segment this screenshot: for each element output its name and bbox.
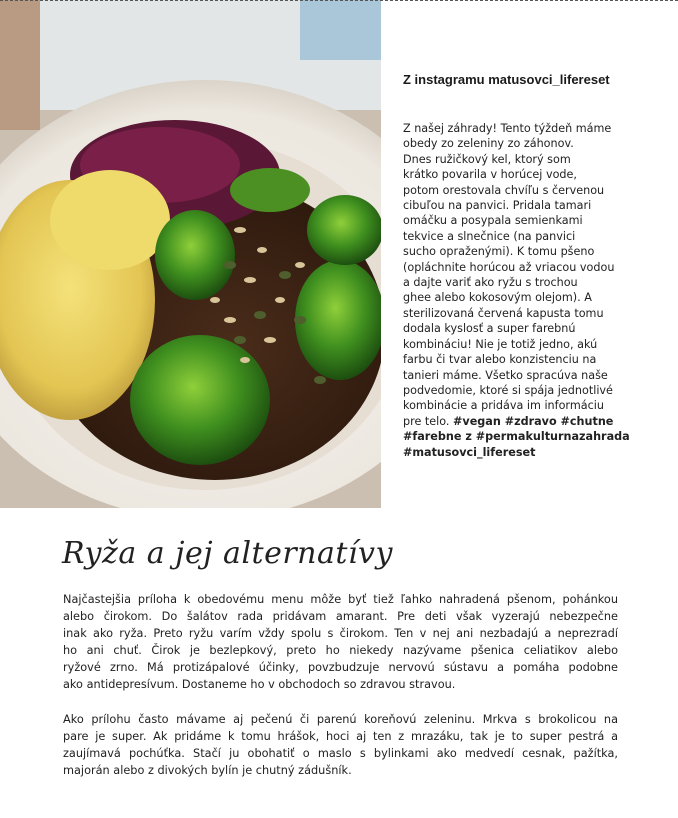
caption-line: Z našej záhrady! Tento týždeň máme: [403, 122, 612, 135]
paragraph-line: inak ako ryža. Preto ryžu varím vždy spolu s čirokom. Ten v nej ani nezbadajú a neprezradí: [63, 627, 618, 641]
paragraph-line: alebo čirokom. Do šalátov rada pridávam amarant. Pre deti však vyzerajú nebezpečne: [63, 610, 618, 624]
food-bowl-icon: [0, 0, 381, 508]
caption-line: sucho opraženými). K tomu pšeno: [403, 245, 595, 259]
paragraph-line: ho ani chuť. Čirok je bezlepkový, preto ho niekedy nazývame pšenica celiatikov alebo: [63, 644, 618, 658]
paragraph-line: majorán alebo z divokých bylín je chutný zádušník.: [63, 763, 352, 777]
caption-line: kombináciu! Nie je totiž jedno, akú: [403, 337, 598, 351]
caption-line: ghee alebo kokosovým olejom). A: [403, 291, 592, 305]
paragraph-line: Ako prílohu často mávame aj pečenú či parenú koreňovú zeleninu. Mrkva s brokolicou na: [63, 712, 618, 726]
caption-line: obedy zo zeleniny zo záhonov.: [403, 137, 574, 151]
caption-line: tekvice a slnečnice (na panvici: [403, 229, 576, 243]
caption-line: sterilizovaná červená kapusta tomu: [403, 306, 604, 320]
caption-line: potom orestovala chvíľu s červenou: [403, 183, 605, 197]
section-title: Ryža a jej alternatívy: [62, 536, 393, 571]
paragraph-line: ako antidepresívum. Dostaneme ho v obchodoch so zdravou stravou.: [63, 678, 456, 692]
caption-line: krátko povarila v horúcej vode,: [403, 168, 577, 182]
paragraph-line: Najčastejšia príloha k obedovému menu môže byť tiež ľahko nahradená pšenom, pohánkou: [63, 593, 618, 606]
food-bowl-photo: [0, 0, 381, 508]
hashtags: #vegan #zdravo #chutne: [453, 414, 614, 428]
caption-body: [403, 121, 633, 460]
caption-line: (opláchnite horúcou až vriacou vodou: [403, 260, 615, 274]
caption-line: Dnes ružičkový kel, ktorý som: [403, 152, 571, 166]
caption-line: kombinácie a pridáva im informáciu: [403, 399, 604, 413]
paragraph: [63, 711, 618, 779]
paragraph-line: zaujímavá pochúťka. Stačí ju obohatiť o maslo s bylinkami ako medvedí cesnak, pažítka,: [63, 746, 618, 760]
caption-line: podvedomie, ktoré si spája jednotlivé: [403, 383, 613, 397]
caption-line: cibuľou na panvici. Pridala tamari: [403, 199, 592, 213]
hashtags: #matusovci_lifereset: [403, 445, 536, 459]
paragraph: [63, 591, 618, 694]
caption-text: pre telo.: [403, 414, 454, 428]
article-body: [63, 591, 618, 796]
caption-title: Z instagramu matusovci_lifereset: [403, 72, 610, 87]
caption-line: a dajte variť ako ryžu s trochou: [403, 276, 578, 290]
paragraph-line: pare je super. Ak pridáme k tomu hrášok, hoci aj ten z mrazáku, tak je to super pestrá a: [63, 729, 618, 743]
page-top-border: [0, 0, 678, 1]
instagram-caption: [403, 60, 633, 460]
caption-line: farbu či tvar alebo konzistenciu na: [403, 353, 597, 367]
hashtags: #farebne z #permakulturnazahrada: [403, 430, 630, 444]
paragraph-line: ryžové zrno. Má protizápalové účinky, povzbudzuje nervovú sústavu a pomáha podobne: [63, 661, 618, 675]
caption-line-with-tags: [403, 414, 633, 429]
caption-line: dodala kyslosť a super farebnú: [403, 322, 576, 336]
caption-line: tanieri máme. Všetko spracúva naše: [403, 368, 608, 382]
caption-line: omáčku a posypala semienkami: [403, 214, 583, 228]
